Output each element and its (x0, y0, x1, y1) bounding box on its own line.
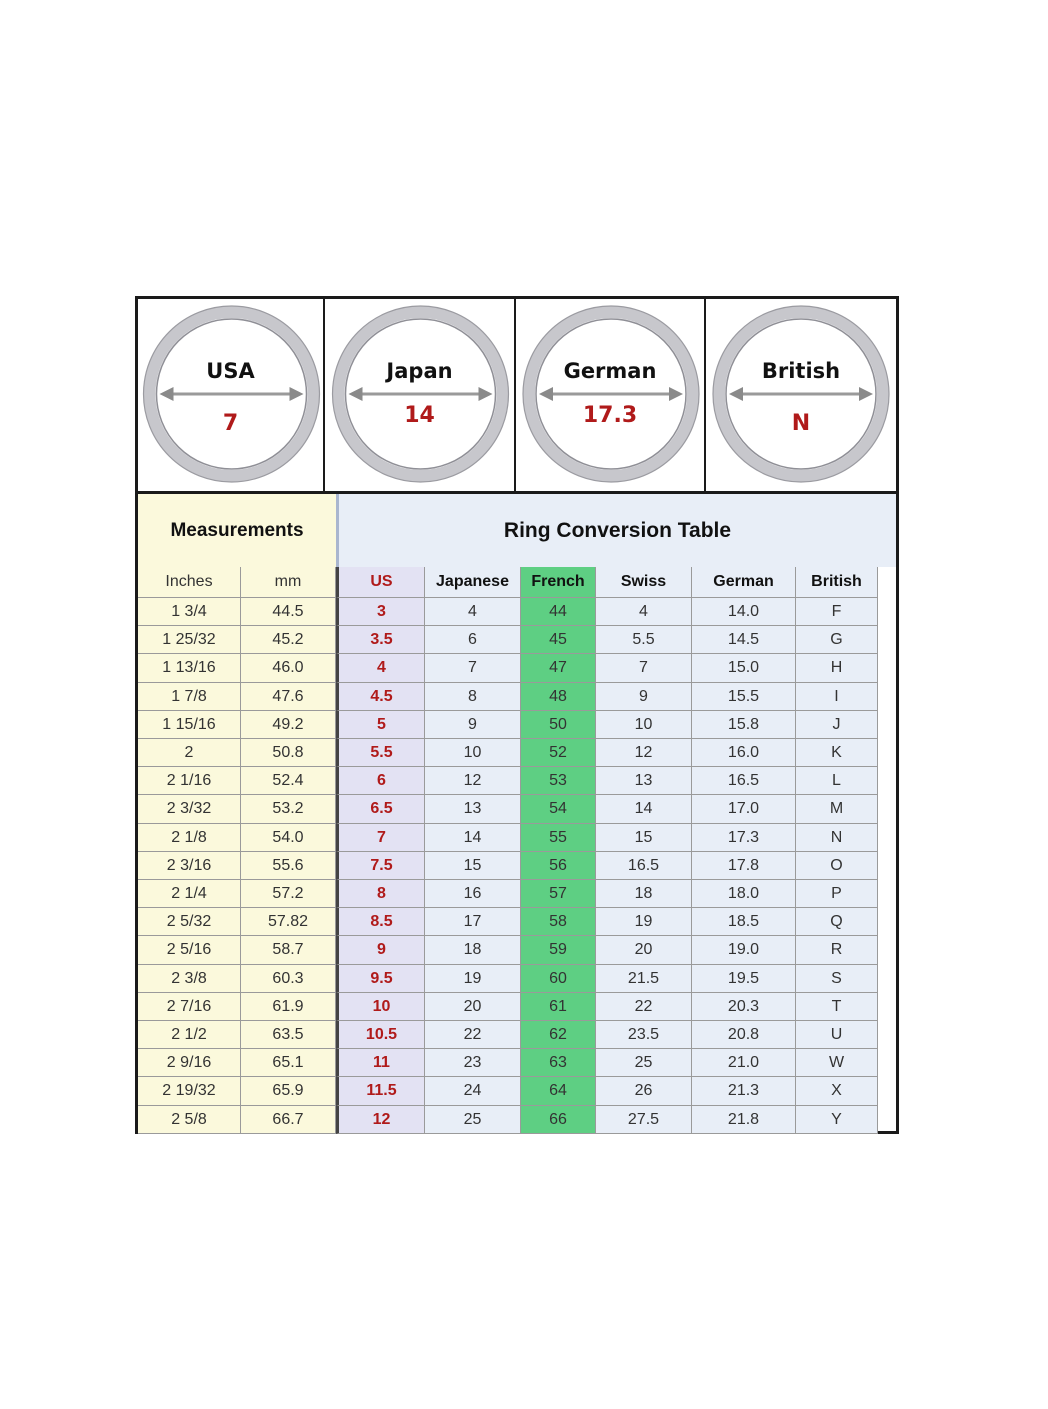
cell-japanese: 6 (425, 626, 521, 654)
cell-mm: 54.0 (241, 824, 336, 852)
cell-german: 15.0 (692, 654, 796, 682)
cell-inches: 1 7/8 (138, 683, 241, 711)
cell-french: 44 (521, 598, 596, 626)
cell-us: 6 (336, 767, 425, 795)
cell-inches: 2 3/32 (138, 795, 241, 823)
ring-german (516, 299, 706, 491)
cell-british: S (796, 965, 878, 993)
cell-swiss: 5.5 (596, 626, 692, 654)
cell-french: 45 (521, 626, 596, 654)
cell-french: 64 (521, 1077, 596, 1105)
cell-inches: 2 5/16 (138, 936, 241, 964)
cell-swiss: 14 (596, 795, 692, 823)
cell-british: J (796, 711, 878, 739)
cell-british: O (796, 852, 878, 880)
cell-swiss: 16.5 (596, 852, 692, 880)
arrow-right-icon (290, 387, 304, 401)
cell-mm: 55.6 (241, 852, 336, 880)
ring-size-value: N (791, 411, 811, 436)
ring-size-chart (135, 296, 899, 1134)
cell-mm: 66.7 (241, 1106, 336, 1134)
cell-british: U (796, 1021, 878, 1049)
cell-japanese: 22 (425, 1021, 521, 1049)
cell-inches: 2 7/16 (138, 993, 241, 1021)
cell-german: 20.3 (692, 993, 796, 1021)
cell-swiss: 23.5 (596, 1021, 692, 1049)
cell-mm: 53.2 (241, 795, 336, 823)
cell-inches: 2 1/16 (138, 767, 241, 795)
cell-mm: 44.5 (241, 598, 336, 626)
arrow-left-icon (160, 387, 174, 401)
ring-size-value: 7 (222, 411, 239, 436)
cell-inches: 2 3/16 (138, 852, 241, 880)
cell-german: 14.5 (692, 626, 796, 654)
cell-french: 56 (521, 852, 596, 880)
ring-illustrations (138, 299, 896, 491)
cell-british: G (796, 626, 878, 654)
ring-british (706, 299, 896, 491)
ring-size-value: 14 (404, 403, 435, 428)
cell-french: 53 (521, 767, 596, 795)
cell-german: 15.5 (692, 683, 796, 711)
ring-country-label: USA (206, 359, 255, 383)
cell-german: 18.0 (692, 880, 796, 908)
cell-british: X (796, 1077, 878, 1105)
cell-mm: 65.1 (241, 1049, 336, 1077)
cell-inches: 2 1/2 (138, 1021, 241, 1049)
column-header-british: British (796, 567, 878, 598)
cell-german: 19.0 (692, 936, 796, 964)
cell-swiss: 7 (596, 654, 692, 682)
cell-inches: 2 5/8 (138, 1106, 241, 1134)
cell-british: P (796, 880, 878, 908)
cell-swiss: 19 (596, 908, 692, 936)
cell-us: 5.5 (336, 739, 425, 767)
cell-mm: 65.9 (241, 1077, 336, 1105)
cell-british: H (796, 654, 878, 682)
column-header-inches: Inches (138, 567, 241, 598)
cell-swiss: 10 (596, 711, 692, 739)
cell-german: 19.5 (692, 965, 796, 993)
ring-icon (706, 299, 896, 491)
cell-french: 60 (521, 965, 596, 993)
cell-french: 55 (521, 824, 596, 852)
cell-german: 21.0 (692, 1049, 796, 1077)
cell-mm: 52.4 (241, 767, 336, 795)
cell-us: 5 (336, 711, 425, 739)
cell-swiss: 22 (596, 993, 692, 1021)
cell-japanese: 18 (425, 936, 521, 964)
cell-us: 8.5 (336, 908, 425, 936)
cell-swiss: 25 (596, 1049, 692, 1077)
cell-french: 63 (521, 1049, 596, 1077)
cell-french: 47 (521, 654, 596, 682)
cell-british: L (796, 767, 878, 795)
cell-mm: 50.8 (241, 739, 336, 767)
cell-japanese: 17 (425, 908, 521, 936)
cell-mm: 47.6 (241, 683, 336, 711)
cell-french: 52 (521, 739, 596, 767)
cell-inches: 2 (138, 739, 241, 767)
cell-swiss: 13 (596, 767, 692, 795)
ring-icon (325, 299, 516, 491)
cell-mm: 58.7 (241, 936, 336, 964)
cell-mm: 46.0 (241, 654, 336, 682)
column-header-japanese: Japanese (425, 567, 521, 598)
ring-country-label: Japan (386, 359, 453, 383)
cell-us: 6.5 (336, 795, 425, 823)
cell-british: R (796, 936, 878, 964)
cell-inches: 2 9/16 (138, 1049, 241, 1077)
cell-mm: 57.2 (241, 880, 336, 908)
cell-inches: 2 3/8 (138, 965, 241, 993)
cell-japanese: 13 (425, 795, 521, 823)
cell-japanese: 15 (425, 852, 521, 880)
cell-us: 10 (336, 993, 425, 1021)
cell-japanese: 19 (425, 965, 521, 993)
cell-german: 18.5 (692, 908, 796, 936)
cell-inches: 1 3/4 (138, 598, 241, 626)
cell-french: 54 (521, 795, 596, 823)
arrow-right-icon (859, 387, 873, 401)
ring-icon (138, 299, 325, 491)
arrow-right-icon (669, 387, 683, 401)
cell-british: M (796, 795, 878, 823)
table-header-band (138, 491, 896, 567)
cell-us: 3.5 (336, 626, 425, 654)
cell-mm: 63.5 (241, 1021, 336, 1049)
cell-swiss: 4 (596, 598, 692, 626)
ring-size-value: 17.3 (582, 403, 638, 428)
ring-country-label: German (563, 359, 657, 383)
ring-usa (138, 299, 325, 491)
cell-french: 66 (521, 1106, 596, 1134)
cell-british: W (796, 1049, 878, 1077)
cell-british: Q (796, 908, 878, 936)
column-header-us: US (336, 567, 425, 598)
cell-french: 57 (521, 880, 596, 908)
ring-japan (325, 299, 516, 491)
cell-us: 4.5 (336, 683, 425, 711)
cell-us: 9.5 (336, 965, 425, 993)
cell-us: 11.5 (336, 1077, 425, 1105)
cell-german: 17.0 (692, 795, 796, 823)
cell-german: 20.8 (692, 1021, 796, 1049)
ring-icon (516, 299, 706, 491)
cell-japanese: 4 (425, 598, 521, 626)
column-header-mm: mm (241, 567, 336, 598)
cell-us: 11 (336, 1049, 425, 1077)
column-header-french: French (521, 567, 596, 598)
cell-french: 62 (521, 1021, 596, 1049)
cell-mm: 57.82 (241, 908, 336, 936)
cell-us: 7.5 (336, 852, 425, 880)
cell-german: 15.8 (692, 711, 796, 739)
cell-swiss: 26 (596, 1077, 692, 1105)
column-header-swiss: Swiss (596, 567, 692, 598)
cell-japanese: 10 (425, 739, 521, 767)
cell-japanese: 9 (425, 711, 521, 739)
cell-japanese: 25 (425, 1106, 521, 1134)
cell-us: 7 (336, 824, 425, 852)
cell-us: 9 (336, 936, 425, 964)
cell-french: 58 (521, 908, 596, 936)
cell-us: 8 (336, 880, 425, 908)
cell-inches: 2 1/4 (138, 880, 241, 908)
cell-swiss: 18 (596, 880, 692, 908)
cell-us: 3 (336, 598, 425, 626)
cell-japanese: 7 (425, 654, 521, 682)
cell-german: 21.3 (692, 1077, 796, 1105)
cell-swiss: 21.5 (596, 965, 692, 993)
cell-french: 50 (521, 711, 596, 739)
arrow-left-icon (349, 387, 363, 401)
table-title: Ring Conversion Table (339, 494, 896, 567)
cell-japanese: 20 (425, 993, 521, 1021)
cell-french: 59 (521, 936, 596, 964)
cell-mm: 61.9 (241, 993, 336, 1021)
cell-inches: 1 25/32 (138, 626, 241, 654)
cell-us: 4 (336, 654, 425, 682)
ring-country-label: British (761, 359, 841, 383)
arrow-right-icon (479, 387, 493, 401)
arrow-left-icon (729, 387, 743, 401)
cell-swiss: 12 (596, 739, 692, 767)
measurements-header: Measurements (138, 494, 336, 567)
cell-german: 17.8 (692, 852, 796, 880)
cell-japanese: 16 (425, 880, 521, 908)
cell-swiss: 27.5 (596, 1106, 692, 1134)
cell-german: 17.3 (692, 824, 796, 852)
cell-british: K (796, 739, 878, 767)
cell-swiss: 15 (596, 824, 692, 852)
cell-inches: 2 1/8 (138, 824, 241, 852)
cell-inches: 1 13/16 (138, 654, 241, 682)
cell-german: 16.0 (692, 739, 796, 767)
arrow-left-icon (539, 387, 553, 401)
cell-french: 48 (521, 683, 596, 711)
cell-british: N (796, 824, 878, 852)
column-header-german: German (692, 567, 796, 598)
cell-british: F (796, 598, 878, 626)
cell-japanese: 24 (425, 1077, 521, 1105)
cell-british: T (796, 993, 878, 1021)
cell-british: I (796, 683, 878, 711)
cell-mm: 60.3 (241, 965, 336, 993)
cell-japanese: 14 (425, 824, 521, 852)
cell-swiss: 9 (596, 683, 692, 711)
cell-us: 10.5 (336, 1021, 425, 1049)
cell-inches: 2 19/32 (138, 1077, 241, 1105)
cell-german: 21.8 (692, 1106, 796, 1134)
cell-inches: 1 15/16 (138, 711, 241, 739)
cell-mm: 45.2 (241, 626, 336, 654)
cell-german: 16.5 (692, 767, 796, 795)
cell-german: 14.0 (692, 598, 796, 626)
cell-japanese: 23 (425, 1049, 521, 1077)
cell-swiss: 20 (596, 936, 692, 964)
cell-japanese: 8 (425, 683, 521, 711)
cell-inches: 2 5/32 (138, 908, 241, 936)
cell-french: 61 (521, 993, 596, 1021)
cell-british: Y (796, 1106, 878, 1134)
cell-mm: 49.2 (241, 711, 336, 739)
cell-us: 12 (336, 1106, 425, 1134)
cell-japanese: 12 (425, 767, 521, 795)
